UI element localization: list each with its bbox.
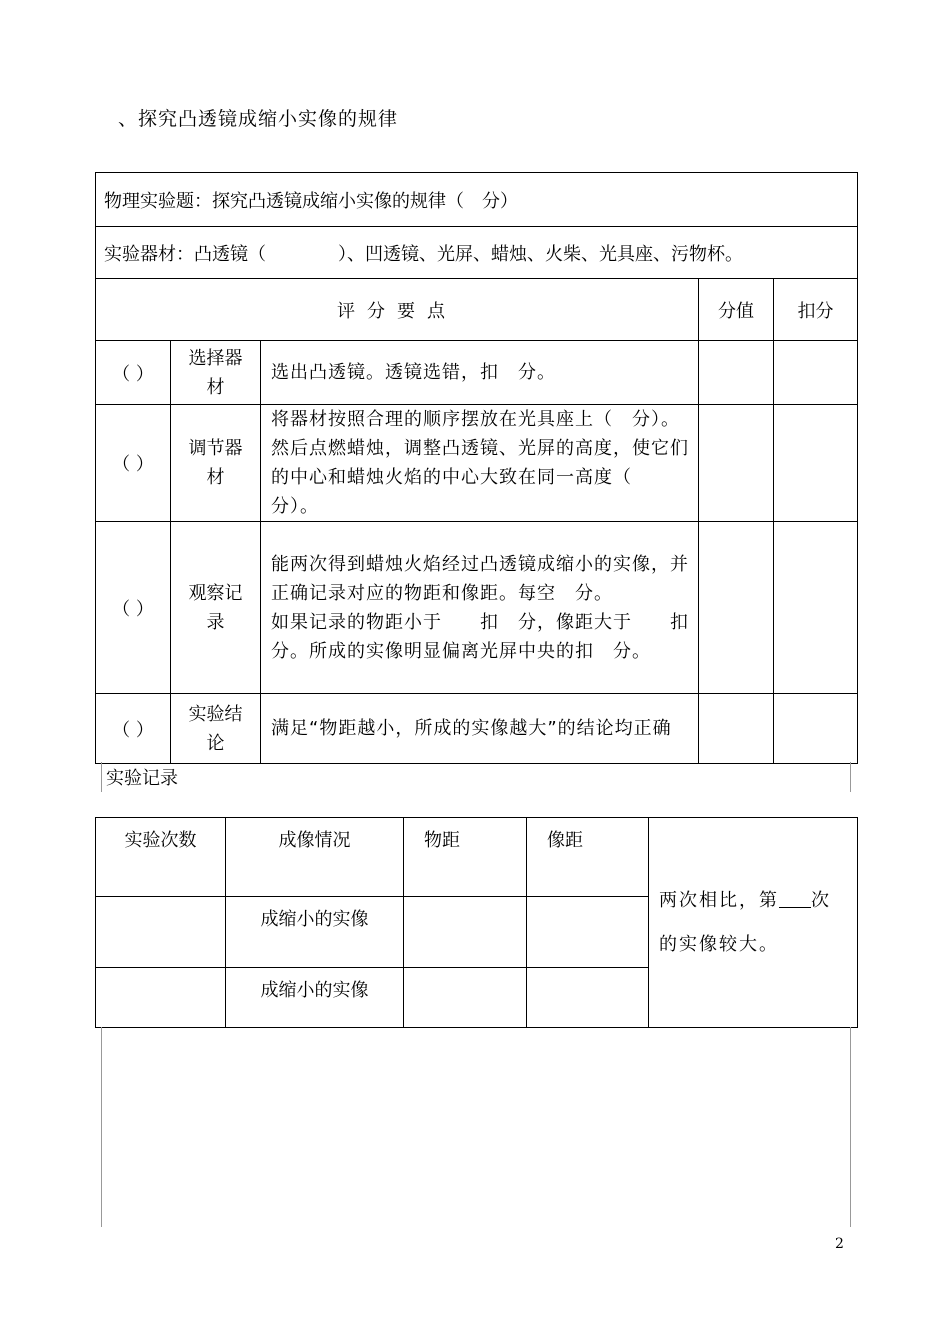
rubric-category: 实验结论	[171, 694, 261, 764]
check-mark-field[interactable]: （ ）	[96, 405, 171, 522]
scoring-points-header: 评分要点	[96, 279, 699, 341]
rubric-description-part2: 如果记录的物距小于 扣 分，像距大于 扣 分。所成的实像明显偏离光屏中央的扣 分。	[271, 611, 708, 662]
frame-line-right-lower	[850, 1027, 851, 1227]
comparison-prefix: 两次相比，第	[659, 889, 779, 911]
deduction-cell[interactable]	[774, 341, 858, 405]
experiment-record-table	[95, 817, 858, 1028]
frame-line-left-lower	[101, 1027, 102, 1227]
rubric-row	[96, 405, 858, 522]
rubric-description: 选出凸透镜。透镜选错，扣 分。	[261, 341, 699, 405]
check-mark-field[interactable]: （ ）	[96, 694, 171, 764]
comparison-answer-blank[interactable]	[779, 889, 811, 908]
rubric-row	[96, 341, 858, 405]
image-condition-header: 成像情况	[226, 818, 404, 897]
deduction-cell[interactable]	[774, 405, 858, 522]
object-distance-cell[interactable]	[404, 897, 527, 968]
image-distance-cell[interactable]	[527, 897, 649, 968]
rubric-description: 将器材按照合理的顺序摆放在光具座上（ 分）。然后点燃蜡烛，调整凸透镜、光屏的高度，使它们的中心和蜡烛火焰的中心大致在同一高度（ 分）。	[261, 405, 699, 522]
check-mark-field[interactable]: （ ）	[96, 341, 171, 405]
score-value-cell[interactable]	[699, 341, 774, 405]
frame-line-left	[101, 762, 102, 792]
object-distance-header: 物距	[404, 818, 527, 897]
rubric-description-part1: 能两次得到蜡烛火焰经过凸透镜成缩小的实像，并正确记录对应的物距和像距。每空 分。	[271, 553, 689, 604]
section-heading: 、探究凸透镜成缩小实像的规律	[118, 108, 399, 130]
score-value-cell[interactable]	[699, 522, 774, 694]
trial-cell[interactable]	[96, 897, 226, 968]
comparison-cell	[649, 818, 858, 1028]
deduction-cell[interactable]	[774, 522, 858, 694]
trial-cell[interactable]	[96, 968, 226, 1028]
comparison-suffix: 次的实像较大。	[659, 889, 831, 955]
equipment-list: 实验器材：凸透镜（ ）、凹透镜、光屏、蜡烛、火柴、光具座、污物杯。	[96, 227, 858, 279]
deduction-header: 扣分	[774, 279, 858, 341]
page-number: 2	[835, 1236, 844, 1252]
score-value-cell[interactable]	[699, 694, 774, 764]
rubric-category: 观察记录	[171, 522, 261, 694]
record-section-label: 实验记录	[106, 768, 178, 789]
object-distance-cell[interactable]	[404, 968, 527, 1028]
rubric-title: 物理实验题：探究凸透镜成缩小实像的规律（ 分）	[96, 173, 858, 227]
frame-line-right	[850, 762, 851, 792]
image-distance-header: 像距	[527, 818, 649, 897]
score-value-header: 分值	[699, 279, 774, 341]
rubric-row	[96, 522, 858, 694]
image-condition-cell: 成缩小的实像	[226, 968, 404, 1028]
image-condition-cell: 成缩小的实像	[226, 897, 404, 968]
rubric-category: 选择器材	[171, 341, 261, 405]
rubric-description: 满足“物距越小，所成的实像越大”的结论均正确	[261, 694, 699, 764]
image-distance-cell[interactable]	[527, 968, 649, 1028]
rubric-category: 调节器材	[171, 405, 261, 522]
rubric-description	[261, 522, 708, 694]
scoring-rubric-table	[95, 172, 858, 764]
trial-count-header: 实验次数	[96, 818, 226, 897]
check-mark-field[interactable]: （ ）	[96, 522, 171, 694]
score-value-cell[interactable]	[699, 405, 774, 522]
deduction-cell[interactable]	[774, 694, 858, 764]
rubric-row	[96, 694, 858, 764]
